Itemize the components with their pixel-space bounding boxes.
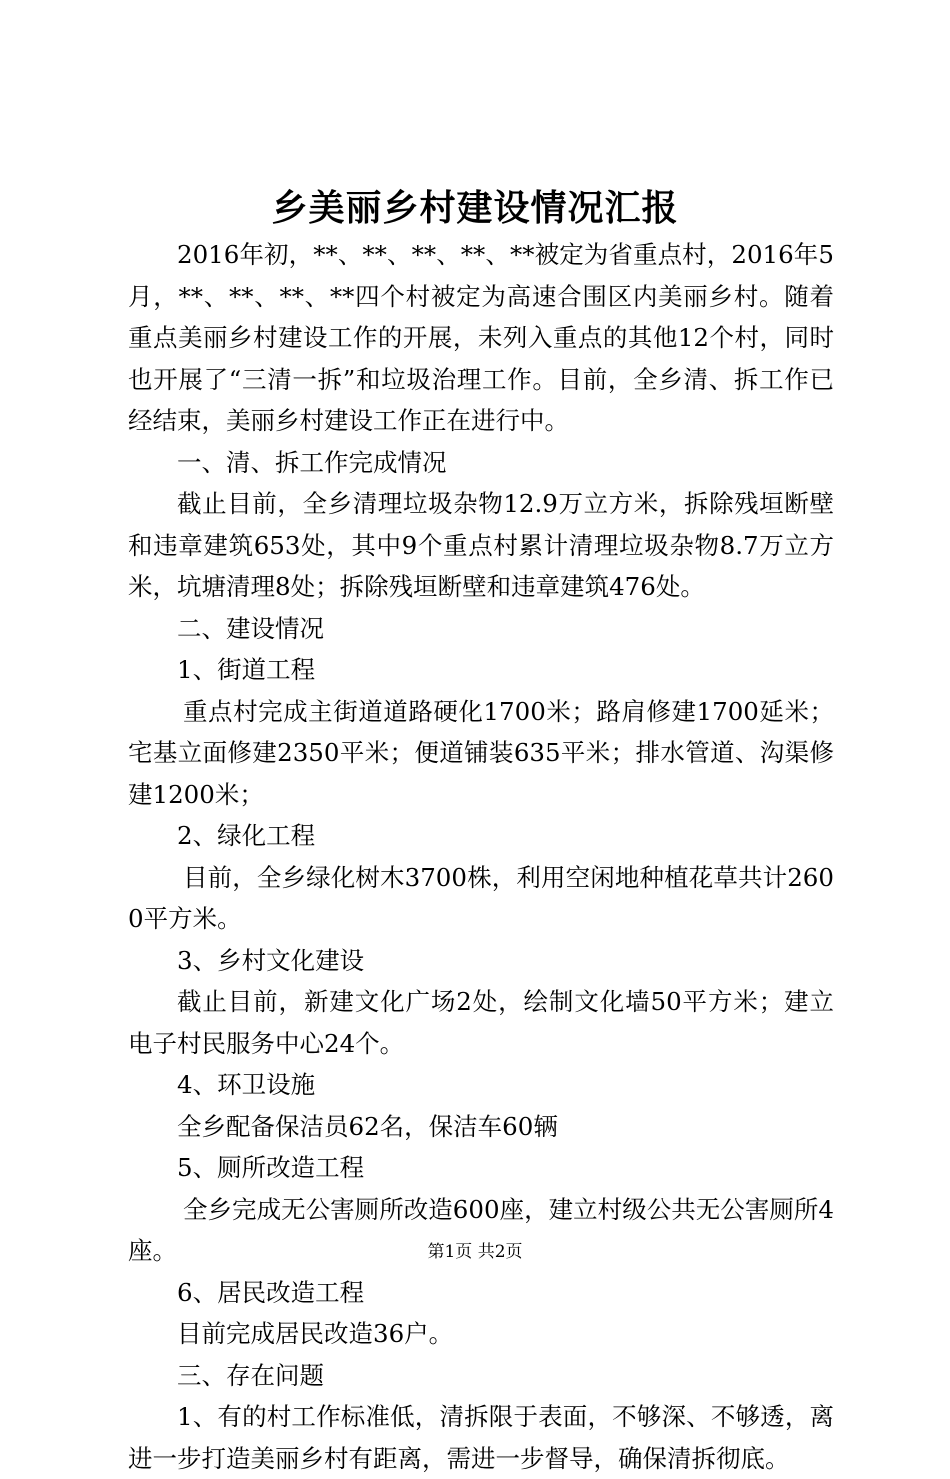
document-body	[128, 234, 834, 1479]
paragraph-toilet: 全乡完成无公害厕所改造600座，建立村级公共无公害厕所4座。	[128, 1194, 834, 1265]
paragraph-cleanup: 截止目前，全乡清理垃圾杂物12.9万立方米，拆除残垣断壁和违章建筑653处，其中9个重点村累计清理垃圾杂物8.7万立方米，坑塘清理8处；拆除残垣断壁和违章建筑476处。	[128, 489, 834, 601]
subheading-street: 1、街道工程	[177, 655, 316, 684]
subheading-toilet: 5、厕所改造工程	[177, 1153, 365, 1182]
page-footer: 第1页 共2页	[427, 1242, 523, 1262]
subheading-culture: 3、乡村文化建设	[177, 945, 365, 975]
subheading-greening: 2、绿化工程	[177, 821, 316, 850]
paragraph-issue-1: 1、有的村工作标准低，清拆限于表面，不够深、不够透，离进一步打造美丽乡村有距离，需进一步督导，确保清拆彻底。	[128, 1402, 834, 1473]
paragraph-sanitation: 全乡配备保洁员62名，保洁车60辆	[177, 1111, 558, 1141]
section-heading-1: 一、清、拆工作完成情况	[177, 447, 447, 477]
paragraph-culture: 截止目前，新建文化广场2处，绘制文化墙50平方米；建立电子村民服务中心24个。	[128, 987, 834, 1058]
subheading-residence: 6、居民改造工程	[177, 1277, 365, 1307]
subheading-sanitation: 4、环卫设施	[177, 1070, 316, 1099]
section-heading-2: 二、建设情况	[177, 613, 324, 643]
paragraph-street: 重点村完成主街道道路硬化1700米；路肩修建1700延米；宅基立面修建2350平米；便道铺装635平米；排水管道、沟渠修建1200米；	[128, 696, 834, 809]
document-title: 乡美丽乡村建设情况汇报	[271, 187, 679, 229]
paragraph-residence: 目前完成居民改造36户。	[177, 1319, 454, 1348]
paragraph-greening: 目前，全乡绿化树木3700株，利用空闲地种植花草共计2600平方米。	[128, 862, 834, 933]
section-heading-3: 三、存在问题	[177, 1360, 324, 1390]
paragraph-intro: 2016年初，**、**、**、**、**被定为省重点村，2016年5月，**、**、**、**四个村被定为高速合围区内美丽乡村。随着重点美丽乡村建设工作的开展，未列入重点的其他12个村，同时也开展了“三清一拆”和垃圾治理工作。目前，全乡清、拆工作已经结束，美丽乡村建设工作正在进行中。	[128, 240, 834, 435]
